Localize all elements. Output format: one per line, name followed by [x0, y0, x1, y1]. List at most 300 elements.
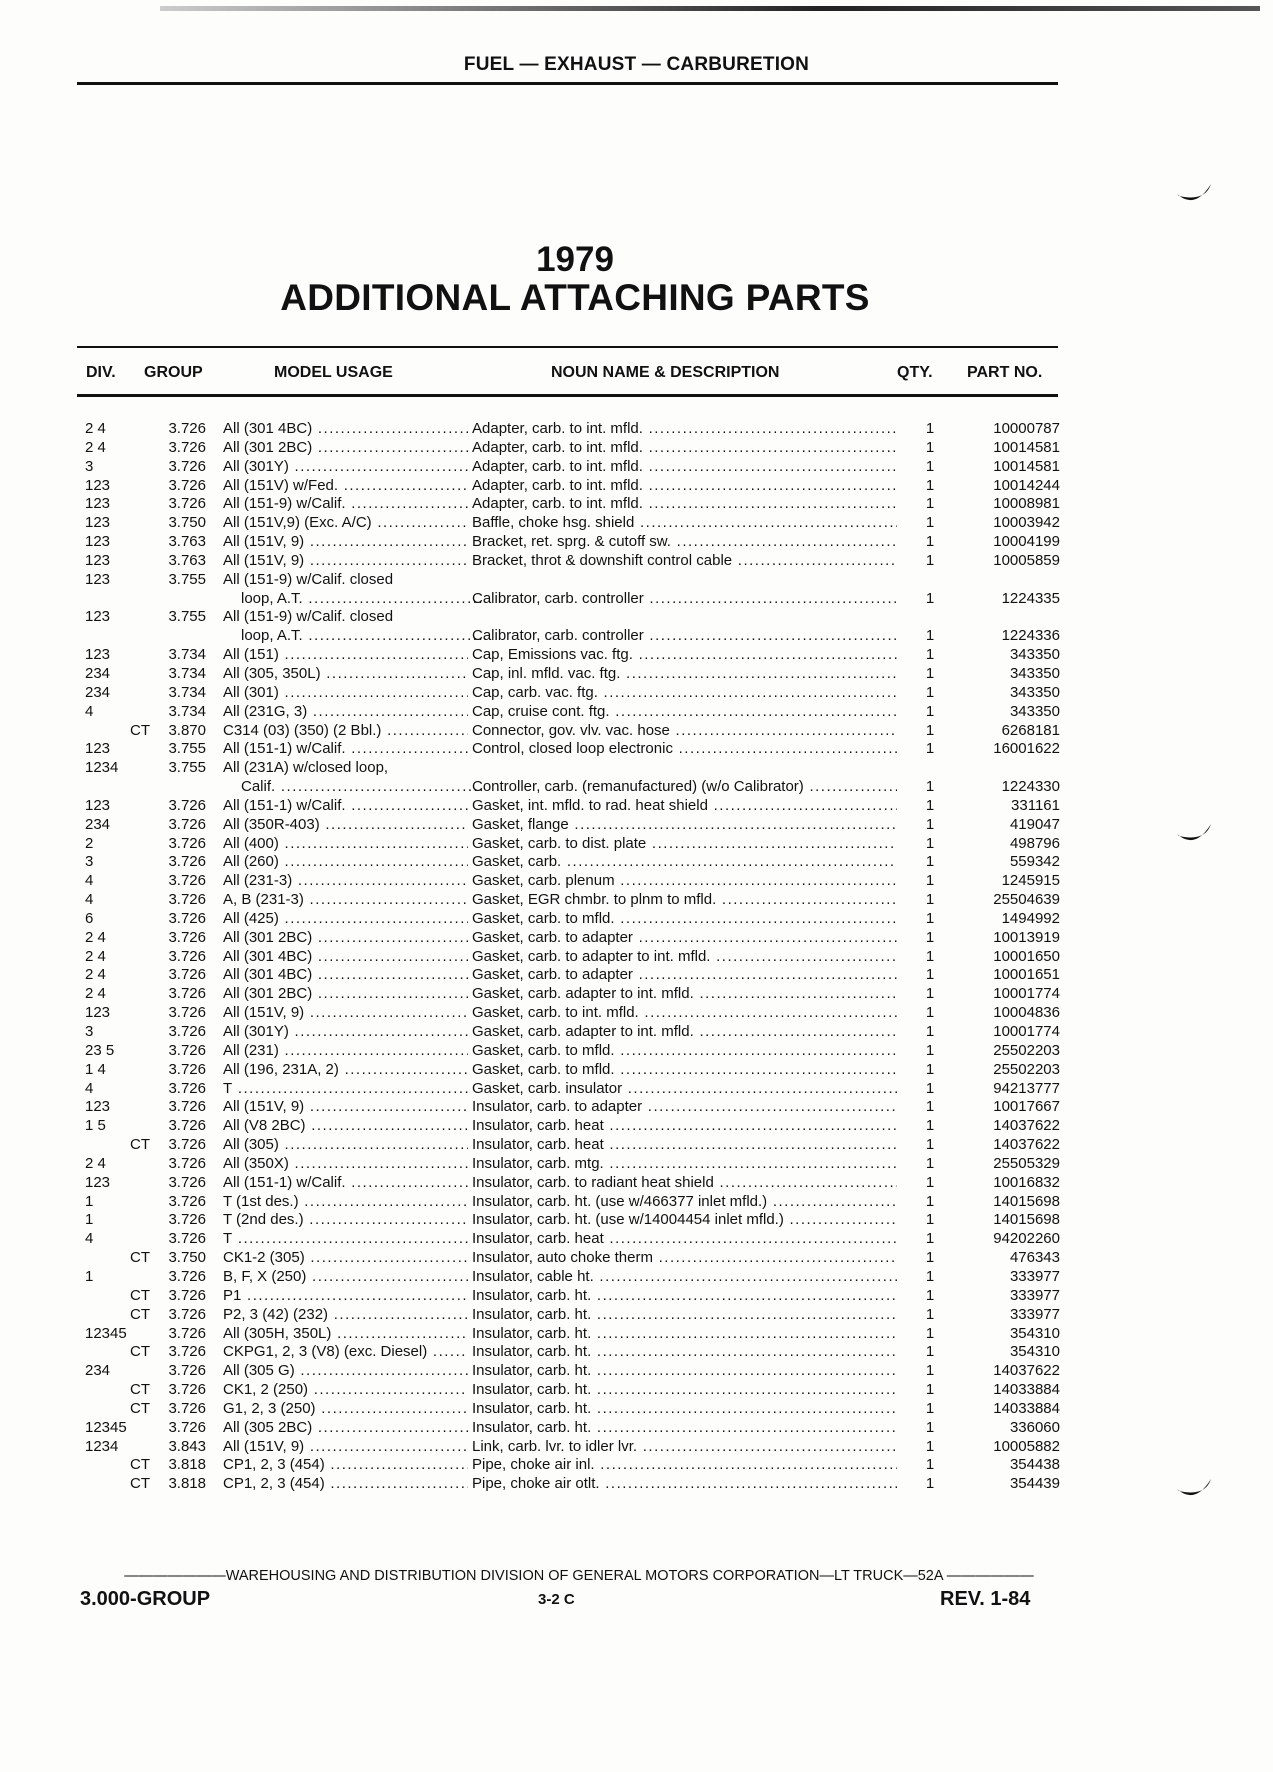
- cell-div: 123: [85, 1098, 111, 1116]
- table-row: [0, 1400, 1100, 1419]
- col-header-model-usage: MODEL USAGE: [274, 364, 393, 381]
- table-row: [0, 1343, 1100, 1362]
- cell-div: 234: [85, 683, 111, 701]
- cell-noun: Gasket, int. mfld. to rad. heat shield .....: [472, 797, 897, 816]
- cell-div: CT: [130, 1305, 150, 1323]
- cell-model-usage: All (151V, 9) .....: [223, 552, 468, 571]
- cell-qty: 1: [925, 985, 935, 1003]
- cell-group: 3.726: [168, 872, 206, 890]
- cell-noun: Insulator, carb. ht. .....: [472, 1287, 897, 1306]
- col-header-qty: QTY.: [897, 364, 933, 381]
- cell-part-no: 94213777: [993, 1079, 1060, 1097]
- cell-div: CT: [130, 1399, 150, 1417]
- table-row: [0, 1306, 1100, 1325]
- table-row: [0, 684, 1100, 703]
- cell-qty: 1: [925, 1154, 935, 1172]
- table-row: [0, 1080, 1100, 1099]
- table-row: [0, 458, 1100, 477]
- table-row: [0, 1174, 1100, 1193]
- cell-group: 3.726: [168, 1192, 206, 1210]
- page-title: ADDITIONAL ATTACHING PARTS: [280, 277, 870, 318]
- cell-qty: 1: [925, 1211, 935, 1229]
- cell-group: 3.726: [168, 1136, 206, 1154]
- cell-div: 2 4: [85, 966, 106, 984]
- cell-group: 3.726: [168, 438, 206, 456]
- cell-model-usage: All (260) .....: [223, 853, 468, 872]
- cell-part-no: 10004199: [993, 533, 1060, 551]
- cell-model-usage: All (151-1) w/Calif. .....: [223, 740, 468, 759]
- cell-noun: Connector, gov. vlv. vac. hose .....: [472, 722, 897, 741]
- cell-div: 2: [85, 834, 94, 852]
- cell-group: 3.726: [168, 1117, 206, 1135]
- col-header-part-no: PART NO.: [967, 364, 1043, 381]
- cell-part-no: 10001774: [993, 985, 1060, 1003]
- cell-part-no: 10004836: [993, 1004, 1060, 1022]
- cell-div: CT: [130, 1381, 150, 1399]
- cell-model-usage: All (350R-403) .....: [223, 816, 468, 835]
- cell-qty: 1: [925, 872, 935, 890]
- cell-noun: Baffle, choke hsg. shield .....: [472, 514, 897, 533]
- table-row: [0, 1211, 1100, 1230]
- footer-revision: REV. 1-84: [940, 1588, 1031, 1610]
- cell-div: 123: [85, 1004, 111, 1022]
- header-rule: [77, 82, 1058, 85]
- cell-group: 3.726: [168, 1154, 206, 1172]
- cell-group: 3.726: [168, 1399, 206, 1417]
- cell-noun: Insulator, carb. heat .....: [472, 1117, 897, 1136]
- cell-noun: Calibrator, carb. controller .....: [472, 590, 897, 609]
- cell-group: 3.726: [168, 1324, 206, 1342]
- cell-qty: 1: [925, 721, 935, 739]
- cell-group: 3.726: [168, 1173, 206, 1191]
- cell-noun: Insulator, carb. ht. .....: [472, 1362, 897, 1381]
- cell-qty: 1: [925, 815, 935, 833]
- cell-group: 3.726: [168, 1343, 206, 1361]
- cell-part-no: 343350: [1009, 702, 1060, 720]
- table-row: [0, 722, 1100, 741]
- cell-model-usage: Calif. .....: [223, 778, 486, 797]
- cell-div: 1: [85, 1192, 94, 1210]
- cell-model-usage: C314 (03) (350) (2 Bbl.) .....: [223, 722, 468, 741]
- cell-model-usage: All (231-3) .....: [223, 872, 468, 891]
- cell-part-no: 343350: [1009, 646, 1060, 664]
- cell-noun: Calibrator, carb. controller .....: [472, 627, 897, 646]
- cell-model-usage: All (301 4BC) .....: [223, 948, 468, 967]
- cell-div: 234: [85, 815, 111, 833]
- cell-model-usage: All (231A) w/closed loop,: [223, 759, 389, 777]
- table-row: [0, 1117, 1100, 1136]
- cell-model-usage: All (305H, 350L) .....: [223, 1325, 468, 1344]
- cell-div: 123: [85, 608, 111, 626]
- cell-qty: 1: [925, 1060, 935, 1078]
- cell-div: CT: [130, 1456, 150, 1474]
- cell-noun: Gasket, carb. to dist. plate .....: [472, 835, 897, 854]
- cell-noun: Gasket, carb. to mfld. .....: [472, 1061, 897, 1080]
- cell-noun: Insulator, carb. ht. .....: [472, 1381, 897, 1400]
- cell-part-no: 10014244: [993, 476, 1060, 494]
- cell-part-no: 10016832: [993, 1173, 1060, 1191]
- table-row: [0, 872, 1100, 891]
- cell-group: 3.818: [168, 1475, 206, 1493]
- cell-group: 3.726: [168, 1079, 206, 1097]
- cell-group: 3.763: [168, 533, 206, 551]
- cell-part-no: 419047: [1009, 815, 1060, 833]
- binder-hole-mark: [1175, 1475, 1215, 1505]
- cell-model-usage: All (V8 2BC) .....: [223, 1117, 468, 1136]
- cell-qty: 1: [925, 778, 935, 796]
- cell-noun: Insulator, carb. heat .....: [472, 1136, 897, 1155]
- cell-div: 2 4: [85, 985, 106, 1003]
- cell-group: 3.726: [168, 1381, 206, 1399]
- cell-part-no: 14037622: [993, 1117, 1060, 1135]
- cell-model-usage: All (151V) w/Fed. .....: [223, 477, 468, 496]
- page-title-year: 1979: [536, 240, 614, 279]
- cell-group: 3.726: [168, 928, 206, 946]
- cell-part-no: 16001622: [993, 740, 1060, 758]
- cell-noun: Gasket, carb. to mfld. .....: [472, 1042, 897, 1061]
- cell-div: 123: [85, 796, 111, 814]
- cell-group: 3.750: [168, 514, 206, 532]
- cell-div: 2 4: [85, 1154, 106, 1172]
- cell-qty: 1: [925, 1249, 935, 1267]
- cell-qty: 1: [925, 476, 935, 494]
- cell-group: 3.726: [168, 985, 206, 1003]
- table-row: [0, 608, 1100, 627]
- cell-qty: 1: [925, 1230, 935, 1248]
- cell-qty: 1: [925, 909, 935, 927]
- cell-model-usage: G1, 2, 3 (250) .....: [223, 1400, 468, 1419]
- table-row: [0, 1475, 1100, 1494]
- cell-part-no: 1494992: [1001, 909, 1060, 927]
- table-row: [0, 1249, 1100, 1268]
- cell-part-no: 10005859: [993, 551, 1060, 569]
- footer-division-line: ———————WAREHOUSING AND DISTRIBUTION DIVISION OF GENERAL MOTORS CORPORATION—LT TRUCK—52A ——————: [124, 1568, 1034, 1584]
- cell-model-usage: loop, A.T. .....: [223, 590, 486, 609]
- table-row: [0, 1155, 1100, 1174]
- cell-noun: Insulator, carb. ht. .....: [472, 1325, 897, 1344]
- cell-part-no: 25504639: [993, 891, 1060, 909]
- cell-qty: 1: [925, 495, 935, 513]
- table-row: [0, 439, 1100, 458]
- cell-div: 2 4: [85, 928, 106, 946]
- cell-model-usage: B, F, X (250) .....: [223, 1268, 468, 1287]
- cell-part-no: 25502203: [993, 1060, 1060, 1078]
- cell-model-usage: All (151-9) w/Calif. .....: [223, 495, 468, 514]
- cell-group: 3.726: [168, 966, 206, 984]
- cell-part-no: 14037622: [993, 1136, 1060, 1154]
- cell-noun: Insulator, cable ht. .....: [472, 1268, 897, 1287]
- cell-group: 3.726: [168, 815, 206, 833]
- cell-div: 4: [85, 1079, 94, 1097]
- table-row: [0, 835, 1100, 854]
- cell-part-no: 14015698: [993, 1211, 1060, 1229]
- cell-noun: Cap, cruise cont. ftg. .....: [472, 703, 897, 722]
- cell-qty: 1: [925, 1079, 935, 1097]
- cell-qty: 1: [925, 457, 935, 475]
- cell-group: 3.726: [168, 1060, 206, 1078]
- cell-model-usage: All (305 2BC) .....: [223, 1419, 468, 1438]
- cell-noun: Bracket, throt & downshift control cable .....: [472, 552, 897, 571]
- cell-group: 3.726: [168, 796, 206, 814]
- cell-model-usage: All (350X) .....: [223, 1155, 468, 1174]
- table-header-rule: [77, 394, 1058, 397]
- cell-model-usage: All (425) .....: [223, 910, 468, 929]
- cell-qty: 1: [925, 438, 935, 456]
- cell-noun: Cap, carb. vac. ftg. .....: [472, 684, 897, 703]
- cell-model-usage: All (305) .....: [223, 1136, 468, 1155]
- table-row: [0, 853, 1100, 872]
- cell-qty: 1: [925, 1343, 935, 1361]
- table-row: [0, 477, 1100, 496]
- cell-model-usage: T .....: [223, 1080, 468, 1099]
- cell-noun: Cap, Emissions vac. ftg. .....: [472, 646, 897, 665]
- cell-div: CT: [130, 721, 150, 739]
- cell-part-no: 476343: [1009, 1249, 1060, 1267]
- cell-div: 12345: [85, 1418, 127, 1436]
- cell-noun: Adapter, carb. to int. mfld. .....: [472, 439, 897, 458]
- cell-div: 123: [85, 1173, 111, 1191]
- table-row: [0, 552, 1100, 571]
- cell-noun: Insulator, carb. to radiant heat shield .....: [472, 1174, 897, 1193]
- cell-model-usage: All (400) .....: [223, 835, 468, 854]
- cell-qty: 1: [925, 683, 935, 701]
- cell-noun: Insulator, carb. ht. .....: [472, 1343, 897, 1362]
- cell-part-no: 498796: [1009, 834, 1060, 852]
- cell-part-no: 1245915: [1001, 872, 1060, 890]
- cell-div: CT: [130, 1286, 150, 1304]
- cell-group: 3.726: [168, 1362, 206, 1380]
- cell-div: 123: [85, 551, 111, 569]
- cell-group: 3.750: [168, 1249, 206, 1267]
- table-row: [0, 1061, 1100, 1080]
- cell-noun: Gasket, carb. adapter to int. mfld. .....: [472, 1023, 897, 1042]
- table-row: [0, 1438, 1100, 1457]
- cell-group: 3.726: [168, 1041, 206, 1059]
- table-row: [0, 665, 1100, 684]
- cell-div: 4: [85, 1230, 94, 1248]
- cell-div: 2 4: [85, 420, 106, 437]
- cell-div: 1: [85, 1211, 94, 1229]
- cell-part-no: 343350: [1009, 683, 1060, 701]
- cell-group: 3.818: [168, 1456, 206, 1474]
- cell-noun: Gasket, carb. to int. mfld. .....: [472, 1004, 897, 1023]
- table-row: [0, 1193, 1100, 1212]
- cell-div: 123: [85, 740, 111, 758]
- cell-noun: Gasket, carb. to adapter .....: [472, 966, 897, 985]
- cell-model-usage: All (151-1) w/Calif. .....: [223, 797, 468, 816]
- cell-group: 3.726: [168, 420, 206, 437]
- cell-group: 3.726: [168, 834, 206, 852]
- cell-noun: Controller, carb. (remanufactured) (w/o Calibrator) .....: [472, 778, 897, 797]
- cell-div: 1234: [85, 759, 119, 777]
- cell-div: 4: [85, 702, 94, 720]
- table-row: [0, 1419, 1100, 1438]
- cell-noun: Adapter, carb. to int. mfld. .....: [472, 420, 897, 439]
- cell-qty: 1: [925, 834, 935, 852]
- cell-model-usage: CK1, 2 (250) .....: [223, 1381, 468, 1400]
- cell-div: 3: [85, 1023, 94, 1040]
- cell-qty: 1: [925, 966, 935, 984]
- cell-group: 3.870: [168, 721, 206, 739]
- cell-div: 123: [85, 533, 111, 551]
- cell-noun: Gasket, carb. insulator .....: [472, 1080, 897, 1099]
- cell-model-usage: loop, A.T. .....: [223, 627, 486, 646]
- cell-div: CT: [130, 1475, 150, 1493]
- cell-group: 3.734: [168, 683, 206, 701]
- col-header-div: DIV.: [86, 364, 116, 381]
- cell-group: 3.734: [168, 664, 206, 682]
- table-row: [0, 929, 1100, 948]
- cell-model-usage: All (301 4BC) .....: [223, 966, 468, 985]
- cell-div: 6: [85, 909, 94, 927]
- cell-part-no: 94202260: [993, 1230, 1060, 1248]
- table-row: [0, 1023, 1100, 1042]
- cell-qty: 1: [925, 1004, 935, 1022]
- cell-noun: Bracket, ret. sprg. & cutoff sw. .....: [472, 533, 897, 552]
- cell-noun: Insulator, carb. ht. (use w/466377 inlet mfld.) .....: [472, 1193, 897, 1212]
- cell-part-no: 333977: [1009, 1286, 1060, 1304]
- cell-part-no: 14037622: [993, 1362, 1060, 1380]
- cell-group: 3.726: [168, 1305, 206, 1323]
- cell-noun: Gasket, carb. adapter to int. mfld. .....: [472, 985, 897, 1004]
- table-row: [0, 514, 1100, 533]
- cell-model-usage: T .....: [223, 1230, 468, 1249]
- cell-group: 3.726: [168, 457, 206, 475]
- cell-group: 3.726: [168, 476, 206, 494]
- cell-part-no: 25505329: [993, 1154, 1060, 1172]
- cell-div: CT: [130, 1249, 150, 1267]
- cell-part-no: 10014581: [993, 438, 1060, 456]
- cell-part-no: 14015698: [993, 1192, 1060, 1210]
- cell-div: 123: [85, 514, 111, 532]
- table-row: [0, 1325, 1100, 1344]
- cell-div: 123: [85, 646, 111, 664]
- table-row: [0, 1381, 1100, 1400]
- footer-page-number: 3-2 C: [538, 1591, 575, 1608]
- cell-group: 3.726: [168, 1418, 206, 1436]
- top-edge-rule: [160, 6, 1260, 11]
- cell-qty: 1: [925, 1173, 935, 1191]
- binder-hole-mark: [1175, 180, 1215, 210]
- cell-qty: 1: [925, 1192, 935, 1210]
- cell-qty: 1: [925, 1362, 935, 1380]
- cell-div: 1 5: [85, 1117, 106, 1135]
- cell-noun: Gasket, carb. plenum .....: [472, 872, 897, 891]
- cell-group: 3.726: [168, 1267, 206, 1285]
- cell-group: 3.726: [168, 891, 206, 909]
- cell-model-usage: All (301 2BC) .....: [223, 929, 468, 948]
- cell-qty: 1: [925, 646, 935, 664]
- cell-qty: 1: [925, 1324, 935, 1342]
- cell-part-no: 354439: [1009, 1475, 1060, 1493]
- cell-noun: Gasket, carb. .....: [472, 853, 897, 872]
- cell-qty: 1: [925, 1437, 935, 1455]
- cell-qty: 1: [925, 1305, 935, 1323]
- cell-div: 4: [85, 891, 94, 909]
- cell-qty: 1: [925, 702, 935, 720]
- table-row: [0, 1230, 1100, 1249]
- section-header: [0, 54, 1273, 76]
- cell-part-no: 10000787: [993, 420, 1060, 437]
- cell-qty: 1: [925, 589, 935, 607]
- cell-qty: 1: [925, 533, 935, 551]
- cell-model-usage: All (151V, 9) .....: [223, 1098, 468, 1117]
- binder-hole-mark: [1175, 820, 1215, 850]
- cell-noun: Gasket, carb. to adapter to int. mfld. .....: [472, 948, 897, 967]
- cell-noun: Insulator, carb. ht. (use w/14004454 inlet mfld.) .....: [472, 1211, 897, 1230]
- cell-model-usage: CKPG1, 2, 3 (V8) (exc. Diesel) .....: [223, 1343, 468, 1362]
- cell-noun: Insulator, carb. heat .....: [472, 1230, 897, 1249]
- cell-part-no: 336060: [1009, 1418, 1060, 1436]
- cell-model-usage: All (151V, 9) .....: [223, 533, 468, 552]
- cell-qty: 1: [925, 1381, 935, 1399]
- cell-group: 3.763: [168, 551, 206, 569]
- cell-qty: 1: [925, 664, 935, 682]
- table-row: [0, 533, 1100, 552]
- cell-qty: 1: [925, 1041, 935, 1059]
- cell-model-usage: All (151) .....: [223, 646, 468, 665]
- cell-group: 3.726: [168, 853, 206, 871]
- cell-qty: 1: [925, 551, 935, 569]
- table-row: [0, 1042, 1100, 1061]
- cell-div: 12345: [85, 1324, 127, 1342]
- cell-model-usage: CP1, 2, 3 (454) .....: [223, 1456, 468, 1475]
- cell-qty: 1: [925, 1136, 935, 1154]
- cell-div: 23 5: [85, 1041, 115, 1059]
- cell-qty: 1: [925, 1399, 935, 1417]
- cell-part-no: 25502203: [993, 1041, 1060, 1059]
- cell-group: 3.755: [168, 570, 206, 588]
- cell-part-no: 14033884: [993, 1399, 1060, 1417]
- cell-qty: 1: [925, 928, 935, 946]
- cell-part-no: 10005882: [993, 1437, 1060, 1455]
- cell-div: 1: [85, 1267, 94, 1285]
- cell-noun: Pipe, choke air otlt. .....: [472, 1475, 897, 1494]
- cell-qty: 1: [925, 891, 935, 909]
- cell-div: CT: [130, 1343, 150, 1361]
- cell-group: 3.726: [168, 1098, 206, 1116]
- cell-part-no: 559342: [1009, 853, 1060, 871]
- cell-div: 123: [85, 476, 111, 494]
- cell-noun: Insulator, auto choke therm .....: [472, 1249, 897, 1268]
- cell-part-no: 14033884: [993, 1381, 1060, 1399]
- cell-model-usage: P2, 3 (42) (232) .....: [223, 1306, 468, 1325]
- cell-model-usage: All (301) .....: [223, 684, 468, 703]
- table-row: [0, 1136, 1100, 1155]
- cell-model-usage: All (196, 231A, 2) .....: [223, 1061, 468, 1080]
- cell-model-usage: P1 .....: [223, 1287, 468, 1306]
- cell-model-usage: All (301 2BC) .....: [223, 439, 468, 458]
- table-row: [0, 495, 1100, 514]
- cell-group: 3.726: [168, 1286, 206, 1304]
- table-row: [0, 590, 1100, 609]
- cell-div: 123: [85, 495, 111, 513]
- table-row: [0, 1287, 1100, 1306]
- cell-group: 3.755: [168, 608, 206, 626]
- cell-div: 1 4: [85, 1060, 106, 1078]
- cell-model-usage: All (301Y) .....: [223, 1023, 468, 1042]
- cell-part-no: 1224336: [1001, 627, 1060, 645]
- cell-group: 3.726: [168, 1230, 206, 1248]
- table-row: [0, 966, 1100, 985]
- cell-part-no: 10008981: [993, 495, 1060, 513]
- cell-model-usage: All (231G, 3) .....: [223, 703, 468, 722]
- table-row: [0, 1456, 1100, 1475]
- cell-noun: Gasket, carb. to mfld. .....: [472, 910, 897, 929]
- table-row: [0, 571, 1100, 590]
- cell-group: 3.755: [168, 759, 206, 777]
- table-row: [0, 1098, 1100, 1117]
